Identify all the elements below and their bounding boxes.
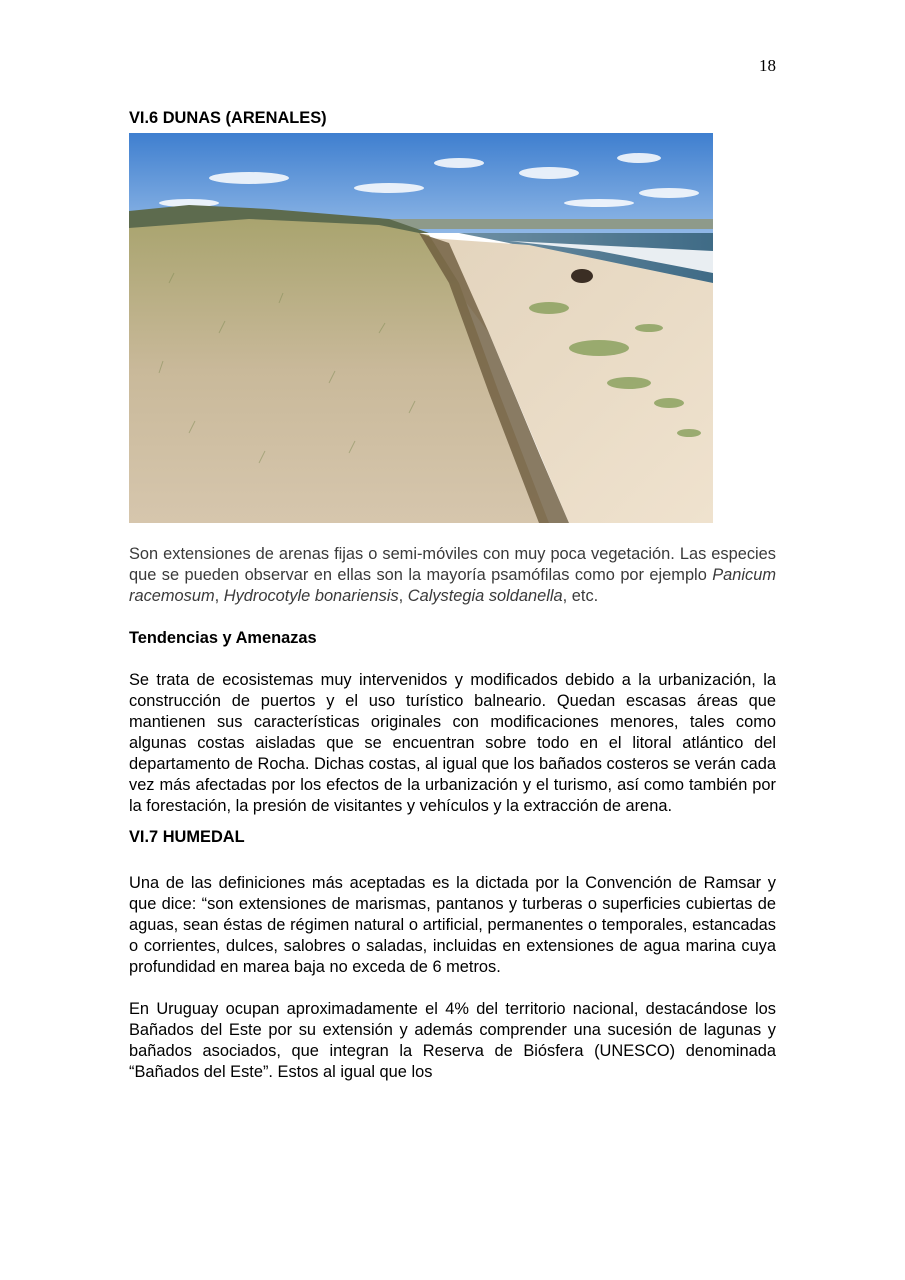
humedal-uruguay: En Uruguay ocupan aproximadamente el 4% del territorio nacional, destacándose los Bañados del Este por su extensión y además comprender una sucesión de lagunas y bañados asociados, que integran la Reserva de Biósfera (UNESCO) denominada “Bañados del Este”. Estos al igual que los [129, 1000, 776, 1081]
dune-beach-photo [129, 133, 713, 523]
subheading-tendencias: Tendencias y Amenazas [129, 629, 317, 647]
species-hydrocotyle: Hydrocotyle bonariensis [223, 587, 399, 605]
dunas-description: Son extensiones de arenas fijas o semi-móviles con muy poca vegetación. Las especies que se pueden observar en ellas son la mayoría psamófilas como por ejemplo Panicum racemosum, Hydrocotyle bonariensis, Calystegia soldanella, etc. [129, 545, 776, 605]
humedal-definition: Una de las definiciones más aceptadas es la dictada por la Convención de Ramsar y que dice: “son extensiones de marismas, pantanos y turberas o superficies cubiertas de aguas, sean éstas de régimen natural o artificial, permanentes o temporales, estancadas o corrientes, dulces, salobres o saladas, incluidas en extensiones de agua marina cuya profundidad en marea baja no exceda de 6 metros. [129, 874, 776, 976]
page-content [129, 108, 776, 1083]
species-calystegia: Calystegia soldanella [407, 587, 563, 605]
section-heading-dunas: VI.6 DUNAS (ARENALES) [129, 109, 327, 127]
species-panicum: Panicum racemosum [129, 566, 776, 605]
threats-paragraph: Se trata de ecosistemas muy intervenidos y modificados debido a la urbanización, la construcción de puertos y el uso turístico balneario. Quedan escasas áreas que mantienen sus características originales con modificaciones menores, tales como algunas costas aisladas que se encuentran sobre todo en el litoral atlántico del departamento de Rocha. Dichas costas, al igual que los bañados costeros se verán cada vez más afectadas por los efectos de la urbanización y el turismo, así como también por la forestación, la presión de visitantes y vehículos y la extracción de arena. [129, 671, 776, 815]
section-heading-humedal: VI.7 HUMEDAL [129, 828, 245, 846]
page-number: 18 [759, 56, 776, 75]
